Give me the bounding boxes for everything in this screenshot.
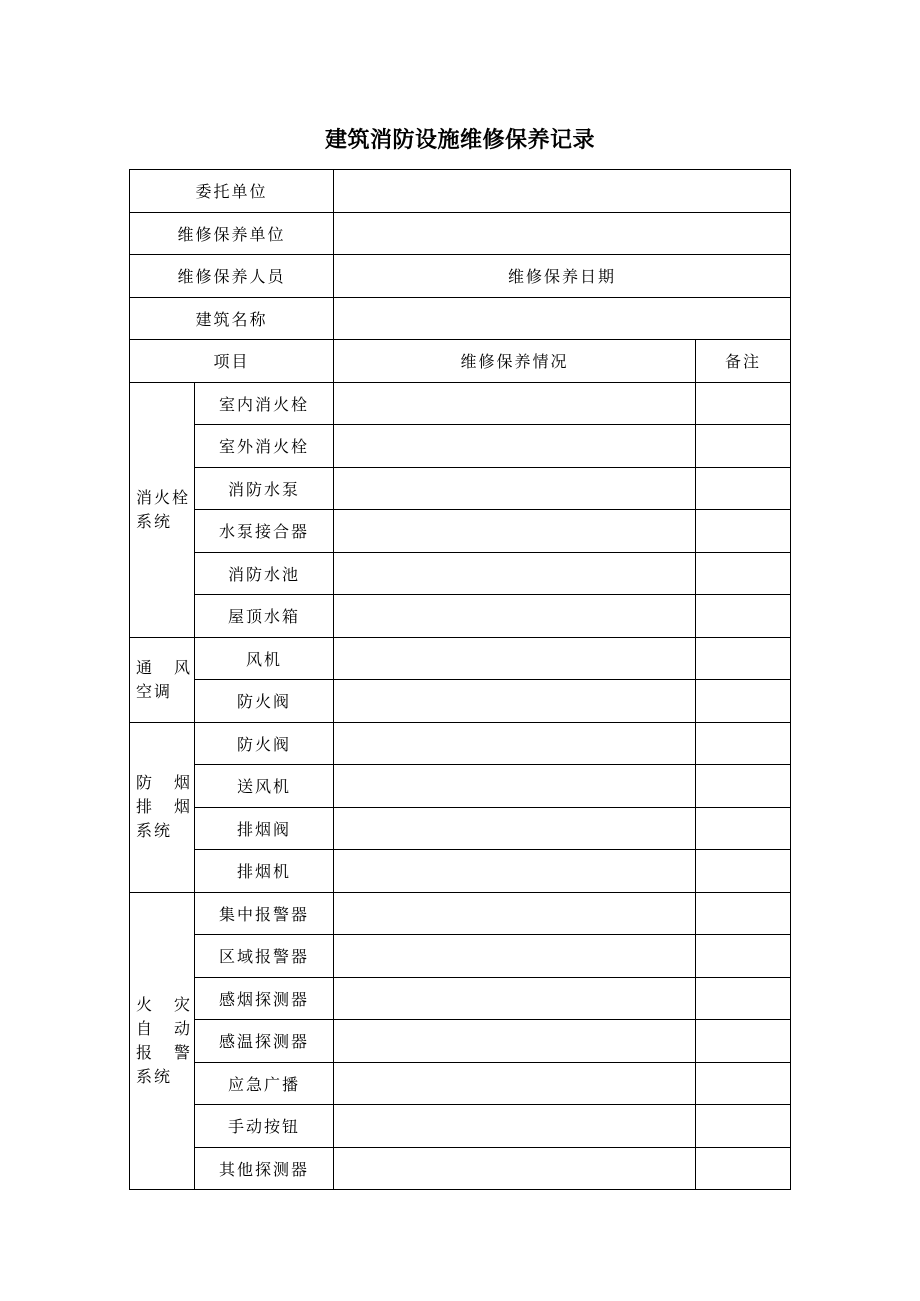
item-label: 手动按钮 <box>195 1105 334 1148</box>
item-label: 室外消火栓 <box>195 425 334 468</box>
column-header-status: 维修保养情况 <box>334 340 696 383</box>
item-label: 防火阀 <box>195 722 334 765</box>
table-row <box>130 977 791 1020</box>
remarks-cell[interactable] <box>696 935 791 978</box>
row-maintenance-unit <box>130 212 791 255</box>
remarks-cell[interactable] <box>696 1020 791 1063</box>
status-cell[interactable] <box>334 510 696 553</box>
row-maintenance-staff <box>130 255 791 298</box>
column-header-remarks: 备注 <box>696 340 791 383</box>
status-cell[interactable] <box>334 1062 696 1105</box>
page-title: 建筑消防设施维修保养记录 <box>324 128 595 153</box>
group-label-line: 消火栓 <box>136 487 191 507</box>
item-label: 感烟探测器 <box>195 977 334 1020</box>
table-row <box>130 807 791 850</box>
remarks-cell[interactable] <box>696 1105 791 1148</box>
item-label: 消防水池 <box>195 552 334 595</box>
row-client-unit <box>130 170 791 213</box>
status-cell[interactable] <box>334 680 696 723</box>
status-cell[interactable] <box>334 850 696 893</box>
remarks-cell[interactable] <box>696 382 791 425</box>
group-label <box>130 722 195 892</box>
remarks-cell[interactable] <box>696 595 791 638</box>
maintenance-record-table <box>129 169 791 1190</box>
table-row <box>130 1020 791 1063</box>
table-row <box>130 1062 791 1105</box>
status-cell[interactable] <box>334 637 696 680</box>
group-label-line: 系统 <box>136 1066 173 1086</box>
status-cell[interactable] <box>334 765 696 808</box>
item-label: 应急广播 <box>195 1062 334 1105</box>
remarks-cell[interactable] <box>696 892 791 935</box>
remarks-cell[interactable] <box>696 1147 791 1190</box>
item-label: 其他探测器 <box>195 1147 334 1190</box>
status-cell[interactable] <box>334 425 696 468</box>
item-label: 室内消火栓 <box>195 382 334 425</box>
status-cell[interactable] <box>334 807 696 850</box>
table-row <box>130 765 791 808</box>
column-header-row <box>130 340 791 383</box>
remarks-cell[interactable] <box>696 510 791 553</box>
group-label-line: 通 风 <box>136 657 190 677</box>
item-label: 屋顶水箱 <box>195 595 334 638</box>
field-maintenance-unit[interactable] <box>334 212 791 255</box>
table-row <box>130 1147 791 1190</box>
label-maintenance-unit: 维修保养单位 <box>130 212 334 255</box>
status-cell[interactable] <box>334 1020 696 1063</box>
status-cell[interactable] <box>334 1147 696 1190</box>
status-cell[interactable] <box>334 1105 696 1148</box>
group-label-line: 排 烟 <box>136 797 190 816</box>
table-row <box>130 510 791 553</box>
remarks-cell[interactable] <box>696 467 791 510</box>
table-row <box>130 467 791 510</box>
item-label: 消防水泵 <box>195 467 334 510</box>
group-label-line: 火 灾 <box>136 994 190 1014</box>
table-row <box>130 637 791 680</box>
item-label: 送风机 <box>195 765 334 808</box>
table-row <box>130 722 791 765</box>
status-cell[interactable] <box>334 892 696 935</box>
label-client-unit: 委托单位 <box>130 170 334 213</box>
table-row <box>130 552 791 595</box>
table-row <box>130 680 791 723</box>
column-header-item: 项目 <box>130 340 334 383</box>
field-client-unit[interactable] <box>334 170 791 213</box>
remarks-cell[interactable] <box>696 680 791 723</box>
label-maintenance-staff: 维修保养人员 <box>130 255 334 298</box>
row-building-name <box>130 297 791 340</box>
item-label: 区域报警器 <box>195 935 334 978</box>
remarks-cell[interactable] <box>696 977 791 1020</box>
item-label: 排烟机 <box>195 850 334 893</box>
item-label: 集中报警器 <box>195 892 334 935</box>
table-row <box>130 1105 791 1148</box>
table-row <box>130 892 791 935</box>
table-row <box>130 595 791 638</box>
item-label: 感温探测器 <box>195 1020 334 1063</box>
label-maintenance-date: 维修保养日期 <box>334 255 791 298</box>
table-row <box>130 935 791 978</box>
group-label <box>130 892 195 1190</box>
group-label-line: 自 动 <box>136 1018 190 1038</box>
item-label: 风机 <box>195 637 334 680</box>
remarks-cell[interactable] <box>696 1062 791 1105</box>
group-label-line: 防 烟 <box>136 773 190 792</box>
remarks-cell[interactable] <box>696 850 791 893</box>
status-cell[interactable] <box>334 552 696 595</box>
item-label: 防火阀 <box>195 680 334 723</box>
item-label: 水泵接合器 <box>195 510 334 553</box>
remarks-cell[interactable] <box>696 637 791 680</box>
group-label-line: 系统 <box>136 821 173 840</box>
group-label <box>130 637 195 722</box>
table-row <box>130 425 791 468</box>
table-row <box>130 850 791 893</box>
remarks-cell[interactable] <box>696 425 791 468</box>
remarks-cell[interactable] <box>696 765 791 808</box>
remarks-cell[interactable] <box>696 807 791 850</box>
group-label-line: 空调 <box>136 681 173 701</box>
status-cell[interactable] <box>334 382 696 425</box>
table-row <box>130 382 791 425</box>
group-label <box>130 382 195 637</box>
field-building-name[interactable] <box>334 297 791 340</box>
status-cell[interactable] <box>334 722 696 765</box>
remarks-cell[interactable] <box>696 722 791 765</box>
item-label: 排烟阀 <box>195 807 334 850</box>
group-label-line: 系统 <box>136 511 173 531</box>
remarks-cell[interactable] <box>696 552 791 595</box>
status-cell[interactable] <box>334 595 696 638</box>
label-building-name: 建筑名称 <box>130 297 334 340</box>
status-cell[interactable] <box>334 977 696 1020</box>
status-cell[interactable] <box>334 935 696 978</box>
group-label-line: 报 警 <box>136 1042 190 1062</box>
status-cell[interactable] <box>334 467 696 510</box>
